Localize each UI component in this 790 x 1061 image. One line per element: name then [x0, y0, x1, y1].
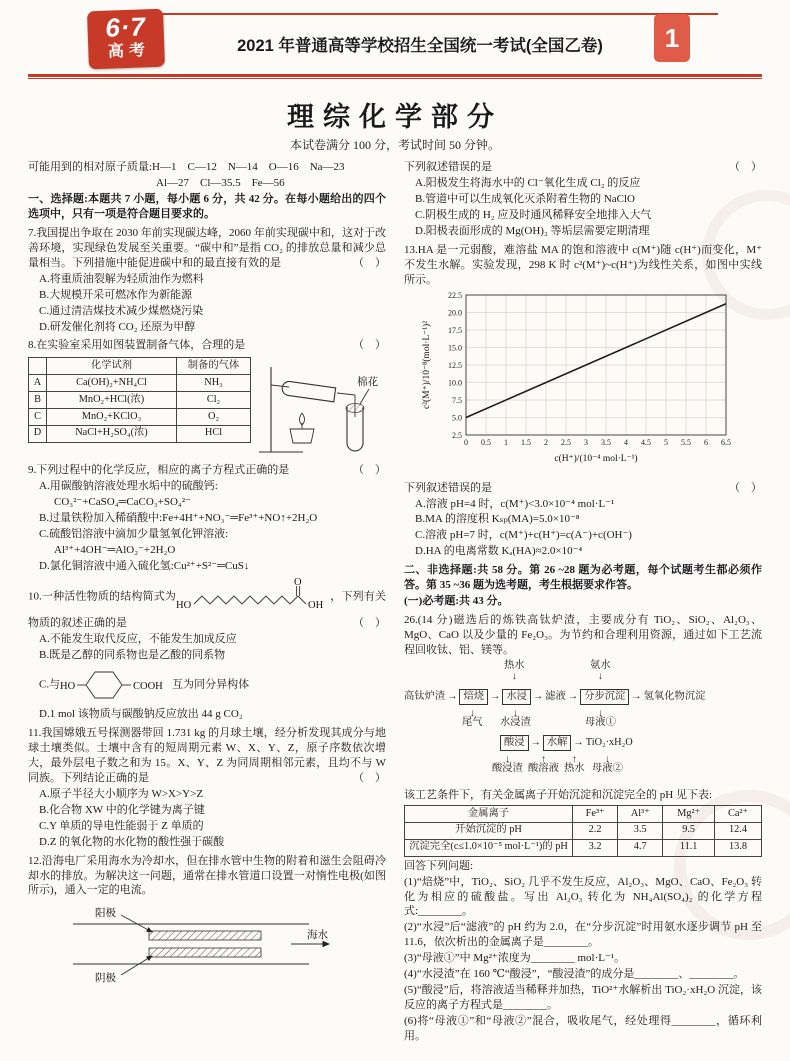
- q12-continuation: [404, 160, 762, 175]
- anode-label: 阳极: [95, 908, 116, 920]
- arrow-right-icon: →: [490, 690, 501, 702]
- q8-header-gas: 制备的气体: [177, 358, 251, 375]
- brand-logo-number: 6·7: [104, 11, 147, 43]
- arrow-down-icon: ↓: [511, 670, 517, 682]
- svg-text:5: 5: [664, 437, 668, 447]
- q12-cont-text: 下列叙述错误的是: [404, 161, 492, 173]
- flow-input-ammonia: [590, 661, 611, 681]
- atomic-masses-line2: Al—27 Cl—35.5 Fe—56: [156, 176, 285, 189]
- svg-text:4.5: 4.5: [641, 437, 651, 447]
- q10-option-c-pre: C.与: [39, 678, 61, 691]
- arrow-down-icon: ↓: [469, 708, 475, 720]
- svg-text:c²(M⁺)/10⁻⁸(mol·L⁻¹)²: c²(M⁺)/10⁻⁸(mol·L⁻¹)²: [422, 320, 432, 409]
- q10-option-b: B.既是乙醇的同系物也是乙酸的同系物: [39, 649, 226, 662]
- ring-cooh-label: COOH: [133, 680, 163, 692]
- q8-apparatus-figure: [257, 355, 383, 459]
- flow-main-row: [404, 689, 705, 705]
- svg-text:22.5: 22.5: [448, 290, 462, 300]
- exam-header-title: 2021 年普通高等学校招生全国统一考试(全国乙卷): [237, 37, 603, 55]
- q8-row-b-gas: Cl₂: [177, 392, 251, 409]
- cathode-label: 阴极: [95, 973, 116, 985]
- svg-text:2.5: 2.5: [452, 430, 462, 440]
- right-column: [404, 160, 762, 1045]
- table-header-row: [405, 806, 762, 823]
- flow-input-hot-water-label: 热水: [504, 660, 525, 672]
- header-divider: [28, 74, 762, 79]
- q10-option-c: [28, 664, 386, 706]
- q10-ring-figure: [60, 664, 172, 706]
- q7-option-a: A.将重质油裂解为轻质油作为燃料: [39, 272, 204, 285]
- svg-text:6: 6: [704, 437, 708, 447]
- ph-header-ion: 金属离子: [405, 806, 573, 823]
- brand-logo: [87, 9, 165, 70]
- question-12: [28, 854, 386, 994]
- q7-option-d: D.研发催化剂将 CO₂ 还原为甲醇: [39, 320, 196, 333]
- q8-row-d-reagent: NaCl+H₂SO₄(浓): [47, 425, 177, 442]
- q13-option-a: A.溶液 pH=4 时，c(M⁺)<3.0×10⁻⁴ mol·L⁻¹: [415, 497, 615, 510]
- svg-text:3.5: 3.5: [601, 437, 611, 447]
- arrow-down-icon: ↓: [604, 754, 611, 766]
- arrow-down-icon: ↓: [512, 708, 519, 720]
- table-row: [29, 375, 251, 392]
- q10-option-d: D.1 mol 该物质与碳酸钠反应放出 44 g CO₂: [39, 707, 243, 720]
- q13-continuation: [404, 481, 762, 496]
- q10-option-c-post: 互为同分异构体: [172, 678, 250, 691]
- table-row: [29, 392, 251, 409]
- answer-bracket: （ ）: [353, 617, 386, 630]
- section2-heading: 二、非选择题:共 58 分。第 26 ~28 题为必考题，每个试题考生都必须作答。第 35 ~36 题为选考题，考生根据要求作答。: [404, 564, 762, 592]
- arrow-down-icon: ↓: [504, 754, 511, 766]
- section-2: [404, 563, 762, 609]
- svg-text:6.5: 6.5: [721, 437, 731, 447]
- q8-row-c-key: C: [29, 409, 47, 426]
- ph-row1-fe: 2.2: [573, 822, 618, 839]
- q26-process-flowchart: [404, 661, 762, 785]
- q12-option-b: B.管道中可以生成氧化灭杀附着生物的 NaClO: [415, 192, 635, 205]
- svg-text:0: 0: [464, 437, 468, 447]
- page-number: 1: [664, 22, 680, 53]
- ph-row2-mg: 11.1: [663, 839, 715, 856]
- question-8: [28, 338, 386, 459]
- flow-step-hydrolysis: 水解: [543, 735, 572, 751]
- arrow-down-icon: ↓: [597, 670, 603, 682]
- arrow-right-icon: →: [530, 736, 541, 748]
- answer-bracket: （ ）: [729, 481, 762, 494]
- flow-step-acid-leach: 酸浸: [500, 735, 529, 751]
- q9-equation-c: Al³⁺+4OH⁻═AlO₂⁻+2H₂O: [54, 544, 176, 557]
- q13-graph: [418, 289, 748, 475]
- structure-o-label: O: [294, 578, 302, 589]
- q11-stem: [28, 726, 386, 786]
- q26-ph-table: [404, 805, 762, 857]
- answer-bracket: （ ）: [353, 771, 386, 784]
- q10-option-a: A.不能发生取代反应，不能发生加成反应: [39, 633, 237, 646]
- q8-stem: [28, 338, 386, 353]
- q10-stem-pre: 10.一种活性物质的结构简式为: [28, 590, 177, 603]
- q13-figure-wrap: [404, 289, 762, 480]
- table-row: [29, 425, 251, 442]
- question-10: [28, 578, 386, 722]
- svg-text:5.0: 5.0: [452, 413, 462, 423]
- q8-row-d-key: D: [29, 425, 47, 442]
- question-13: [404, 243, 762, 560]
- brand-logo-gaokao: 高考: [107, 42, 151, 61]
- question-9: [28, 463, 386, 574]
- q11-stem-text: 11.我国嫦娥五号探测器带回 1.731 kg 的月球土壤，经分析发现其成分与地球土壤类似。土壤中含有的短周期元素 W、X、Y、Z，原子序数依次增大，最外层电子数之和为 15。X、Y、Z 为同周期相邻元素，且均不与 W 同族。下列结论正确的是: [28, 726, 386, 784]
- table-header-row: [29, 358, 251, 375]
- q8-table-and-figure: [28, 355, 386, 459]
- ph-header-ca: Ca²⁺: [714, 806, 761, 823]
- svg-text:0.5: 0.5: [481, 437, 491, 447]
- ph-header-fe: Fe³⁺: [573, 806, 618, 823]
- flow-input-acid-solution: [528, 755, 559, 775]
- q11-option-a: A.原子半径大小顺序为 W>X>Y>Z: [39, 787, 204, 800]
- q8-row-a-key: A: [29, 375, 47, 392]
- svg-text:2: 2: [544, 437, 548, 447]
- structure-ho-label: HO: [176, 600, 192, 612]
- q9-option-d: D.氯化铜溶液中通入硫化氢:Cu²⁺+S²⁻═CuS↓: [39, 560, 250, 573]
- q9-option-a: A.用碳酸钠溶液处理水垢中的硫酸钙:: [39, 480, 218, 493]
- answer-bracket: （ ）: [353, 339, 386, 352]
- paper-subtitle: 本试卷满分 100 分，考试时间 50 分钟。: [289, 138, 500, 152]
- flow-output-mother-liquor-2-label: 母液②: [592, 763, 623, 775]
- q26-part-2: (2)“水浸”后“滤液”的 pH 约为 2.0，在“分步沉淀”时用氨水逐步调节 pH 至 11.6，依次析出的金属离子是________。: [404, 921, 762, 949]
- arrow-right-icon: →: [631, 690, 642, 702]
- flow-output-tail-gas: [462, 709, 483, 729]
- arrow-right-icon: →: [573, 736, 584, 748]
- flow-output-mother-liquor-1-label: 母液①: [585, 717, 616, 729]
- flow-input-acid-solution-label: 酸溶液: [528, 763, 559, 775]
- flow-output-tail-gas-label: 尾气: [462, 717, 483, 729]
- arrow-up-icon: ↑: [571, 754, 577, 766]
- structure-oh-label: OH: [308, 600, 324, 612]
- q12-option-c: C.阴极生成的 H₂ 应及时通风稀释安全地排入大气: [415, 208, 652, 221]
- svg-text:3: 3: [584, 437, 588, 447]
- svg-text:2.5: 2.5: [561, 437, 571, 447]
- q12-figure-wrap: [28, 900, 386, 993]
- left-column: [28, 160, 386, 995]
- flow-output-mother-liquor-2: [592, 755, 623, 775]
- answer-bracket: （ ）: [353, 256, 386, 269]
- ph-row2-ca: 13.8: [714, 839, 761, 856]
- q9-equation-a: CO₃²⁻+CaSO₄═CaCO₃+SO₄²⁻: [54, 496, 191, 509]
- question-11: [28, 726, 386, 850]
- q13-option-b: B.MA 的溶度积 Kₛₚ(MA)=5.0×10⁻⁸: [415, 513, 580, 526]
- ph-header-al: Al³⁺: [618, 806, 663, 823]
- q8-row-a-gas: NH₃: [177, 375, 251, 392]
- q13-stem: 13.HA 是一元弱酸，难溶盐 MA 的饱和溶液中 c(M⁺)随 c(H⁺)而变化，M⁺不发生水解。实验发现，298 K 时 c²(M⁺)~c(H⁺)为线性关系，如图中实线所示。: [404, 243, 762, 286]
- answer-bracket: （ ）: [353, 464, 386, 477]
- q12-stem: 12.沿海电厂采用海水为冷却水，但在排水管中生物的附着和滋生会阻碍冷却水的排放。为解决这一问题，通常在排水管道口设置一对惰性电极(如图所示)，通入一定的电流。: [28, 854, 386, 897]
- question-12-continued: [404, 160, 762, 239]
- flow-output-mother-liquor-1: [585, 709, 616, 729]
- flow-input-ammonia-label: 氨水: [590, 660, 611, 672]
- q26-table-intro: 该工艺条件下，有关金属离子开始沉淀和沉淀完全的 pH 见下表:: [404, 789, 712, 802]
- flow-input-hot-water-2-label: 热水: [564, 763, 585, 775]
- ph-row2-al: 4.7: [618, 839, 663, 856]
- svg-text:17.5: 17.5: [448, 325, 462, 335]
- svg-text:12.5: 12.5: [448, 360, 462, 370]
- flow-step-water-leach: 水浸: [502, 689, 531, 705]
- q13-option-d: D.HA 的电离常数 Kₐ(HA)≈2.0×10⁻⁴: [415, 545, 583, 558]
- svg-text:15.0: 15.0: [448, 343, 462, 353]
- ph-row1-label: 开始沉淀的 pH: [405, 822, 573, 839]
- q8-stem-text: 8.在实验室采用如图装置制备气体，合理的是: [28, 339, 246, 352]
- q8-row-c-reagent: MnO₂+KClO₃: [47, 409, 177, 426]
- flow-output-leach-residue: [500, 709, 531, 729]
- q13-cont-text: 下列叙述错误的是: [404, 481, 492, 494]
- q8-blank-header: [29, 358, 47, 375]
- ph-row2-fe: 3.2: [573, 839, 618, 856]
- q26-part-4: (4)“水浸渣”在 160 ℃“酸浸”，“酸浸渣”的成分是________、________。: [404, 968, 745, 981]
- q9-option-c: C.硫酸铝溶液中滴加少量氢氧化钾溶液:: [39, 528, 229, 541]
- q7-stem: [28, 226, 386, 271]
- arrow-right-icon: →: [532, 690, 544, 702]
- cotton-label: 棉花: [357, 377, 378, 389]
- q8-row-c-gas: O₂: [177, 409, 251, 426]
- q9-stem-text: 9.下列过程中的化学反应，相应的离子方程式正确的是: [28, 464, 290, 477]
- table-row: [405, 822, 762, 839]
- ph-row1-mg: 9.5: [663, 822, 715, 839]
- q12-option-a: A.阳极发生将海水中的 Cl⁻氧化生成 Cl₂ 的反应: [415, 176, 641, 189]
- svg-text:c(H⁺)/(10⁻⁴ mol·L⁻¹): c(H⁺)/(10⁻⁴ mol·L⁻¹): [554, 453, 638, 464]
- q8-reagent-table: [28, 357, 251, 442]
- q12-electrode-figure: [57, 900, 357, 988]
- svg-text:4: 4: [624, 437, 628, 447]
- atomic-masses-line1: 可能用到的相对原子质量:H—1 C—12 N—14 O—16 Na—23: [28, 161, 345, 173]
- q10-structure-figure: [176, 578, 330, 616]
- q26-part-6: (6)将“母液①”和“母液②”混合，吸收尾气，经处理得________，循环利用。: [404, 1015, 762, 1043]
- q26-part-1: (1)“焙烧”中，TiO₂、SiO₂ 几乎不发生反应，Al₂O₃、MgO、CaO、Fe₂O₃ 转化为相应的硫酸盐。写出 Al₂O₃ 转化为 NH₄Al(SO₄)₂ 的化学方程式:________。: [404, 875, 762, 918]
- q26-stem: 26.(14 分)磁选后的炼铁高钛炉渣，主要成分有 TiO₂、SiO₂、Al₂O₃、MgO、CaO 以及少量的 Fe₂O₃。为节约和合理利用资源，通过如下工艺流程回收钛、铝、镁等。: [404, 614, 762, 657]
- q11-option-b: B.化合物 XW 中的化学键为离子键: [39, 803, 205, 816]
- q8-row-a-reagent: Ca(OH)₂+NH₄Cl: [47, 375, 177, 392]
- q8-row-b-key: B: [29, 392, 47, 409]
- ph-header-mg: Mg²⁺: [663, 806, 715, 823]
- table-row: [29, 409, 251, 426]
- ph-row1-ca: 12.4: [714, 822, 761, 839]
- q13-option-c: C.溶液 pH=7 时，c(M⁺)+c(H⁺)=c(A⁻)+c(OH⁻): [415, 529, 632, 542]
- arrow-right-icon: →: [567, 690, 579, 702]
- q9-stem: [28, 463, 386, 478]
- flow-step-stepwise-precipitation: 分步沉淀: [580, 689, 629, 705]
- q12-option-d: D.阳极表面形成的 Mg(OH)₂ 等垢层需要定期清理: [415, 224, 650, 237]
- section1-heading: 一、选择题:本题共 7 小题，每小题 6 分，共 42 分。在每小题给出的四个选项中，只有一项是符合题目要求的。: [28, 192, 386, 220]
- arrow-down-icon: ↓: [597, 708, 604, 720]
- q7-option-b: B.大规模开采可燃冰作为新能源: [39, 288, 193, 301]
- paper-title: 理综化学部分: [287, 102, 503, 132]
- seawater-label: 海水: [307, 930, 328, 942]
- flow-input-hot-water-2: [564, 755, 585, 775]
- flow-step-roasting: 焙烧: [459, 689, 488, 705]
- svg-text:10.0: 10.0: [448, 378, 462, 388]
- arrow-right-icon: →: [447, 690, 458, 702]
- svg-text:1: 1: [504, 437, 508, 447]
- q7-option-c: C.通过清洁煤技术减少煤燃烧污染: [39, 304, 204, 317]
- flow-input-hot-water: [504, 661, 525, 681]
- flow-output-acid-residue: [492, 755, 523, 775]
- top-rule: [92, 13, 718, 15]
- flow-output-leach-residue-label: 水浸渣: [500, 717, 531, 729]
- q26-answer-intro: 回答下列问题:: [404, 859, 474, 872]
- svg-text:5.5: 5.5: [681, 437, 691, 447]
- page-number-tab: [654, 14, 690, 62]
- question-7: [28, 226, 386, 335]
- answer-bracket: （ ）: [729, 161, 762, 173]
- q7-stem-text: 7.我国提出争取在 2030 年前实现碳达峰，2060 年前实现碳中和，这对于改善环境，实现绿色发展至关重要。“碳中和”是指 CO₂ 的排放总量和减少总量相当。下列措施中能促进碳中和的最直接有效的是: [28, 226, 386, 269]
- svg-text:1.5: 1.5: [521, 437, 531, 447]
- q8-header-reagent: 化学试剂: [47, 358, 177, 375]
- section2-sub-heading: (一)必考题:共 43 分。: [404, 595, 509, 608]
- q8-row-b-reagent: MnO₂+HCl(浓): [47, 392, 177, 409]
- q10-stem-post: ，下列有关物质的叙述正确的是: [28, 590, 387, 630]
- flow-product-hydroxide: 氢氧化物沉淀: [643, 690, 706, 702]
- arrow-up-icon: ↑: [540, 754, 547, 766]
- table-row: [405, 839, 762, 856]
- q11-option-d: D.Z 的氧化物的水化物的酸性强于碳酸: [39, 835, 225, 848]
- q26-part-5: (5)“酸浸”后，将溶液适当稀释并加热，TiO²⁺水解析出 TiO₂·xH₂O 沉淀，该反应的离子方程式是________。: [404, 984, 762, 1012]
- question-26: [404, 613, 762, 1044]
- q8-row-d-gas: HCl: [177, 425, 251, 442]
- flow-filtrate: 滤液: [545, 690, 566, 702]
- svg-text:7.5: 7.5: [452, 395, 462, 405]
- q26-part-3: (3)“母液①”中 Mg²⁺浓度为________ mol·L⁻¹。: [404, 952, 626, 965]
- q11-option-c: C.Y 单质的导电性能弱于 Z 单质的: [39, 819, 204, 832]
- svg-text:20.0: 20.0: [448, 308, 462, 318]
- flow-second-row: [500, 735, 633, 751]
- ph-row1-al: 3.5: [618, 822, 663, 839]
- q9-option-b: B.过量铁粉加入稀硝酸中:Fe+4H⁺+NO₃⁻═Fe³⁺+NO↑+2H₂O: [39, 512, 318, 525]
- flow-product-tio2: TiO₂·xH₂O: [585, 736, 633, 748]
- ring-ho-label: HO: [60, 680, 76, 692]
- ph-row2-label: 沉淀完全(c≤1.0×10⁻⁵ mol·L⁻¹)的 pH: [405, 839, 573, 856]
- flow-feed: 高钛炉渣: [404, 690, 446, 702]
- flow-output-acid-residue-label: 酸浸渣: [492, 763, 523, 775]
- q10-stem: [28, 578, 386, 631]
